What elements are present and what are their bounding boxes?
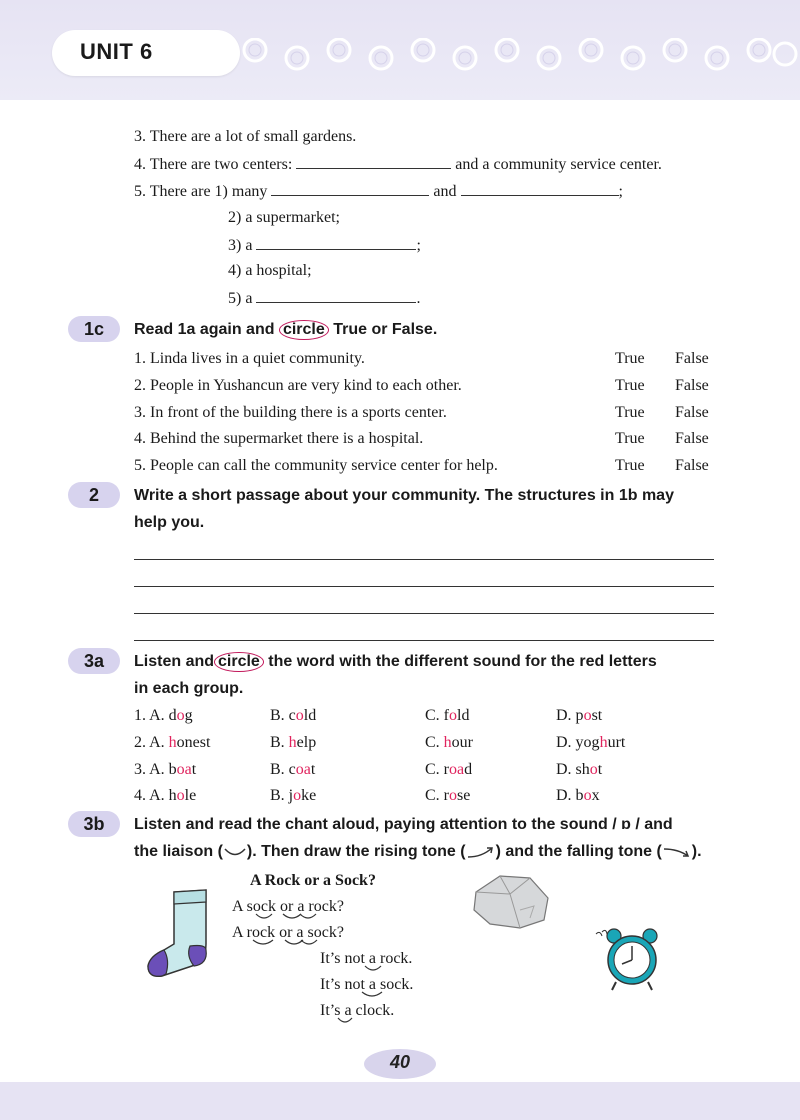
word-part: C. r [425,761,449,778]
word-part: B. j [270,787,294,804]
section-badge-1c: 1c [68,316,120,342]
red-letters: o [583,787,592,804]
word-part: B. c [270,707,296,724]
sub-item-3-label: 3) a [228,237,253,254]
sub-item-2: 2) a supermarket; [228,209,340,226]
word-part: B. c [270,761,296,778]
item-4-prefix: 4. There are two centers: [134,156,293,173]
word-part: our [451,734,473,751]
sub-item-3-end: ; [416,237,421,254]
word-part: D. p [556,707,584,724]
page-number: 40 [389,1052,411,1072]
red-letters: h [288,734,297,751]
item-3: 3. There are a lot of small gardens. [134,128,357,145]
word-part: d [464,761,473,778]
circle-word: circle [214,652,264,672]
false-option[interactable]: False [675,430,709,447]
word-part: 2. A. [134,734,169,751]
section-badge-2: 2 [68,482,120,508]
red-letters: h [599,734,608,751]
circle-word: circle [279,320,329,340]
word-part: le [184,787,197,804]
word-part: g [184,707,193,724]
instruction-3b-line1: Listen and read the chant aloud, paying attention to the sound / ɒ / and [134,816,673,833]
word-part: C. [425,734,444,751]
tf-statement: 3. In front of the building there is a sports center. [134,404,447,421]
red-letters: o [293,787,302,804]
item-5-sub1: 1) many [214,183,268,200]
false-option[interactable]: False [675,350,709,367]
unit-title: UNIT 6 [80,39,153,64]
red-letters: oa [295,761,311,778]
chant-title: A Rock or a Sock? [250,872,376,889]
word-part: t [191,761,197,778]
true-option[interactable]: True [615,350,645,367]
section-badge-3a: 3a [68,648,120,674]
instruction-1c-pre: Read 1a again and [134,321,275,338]
red-letters: o [449,787,457,804]
word-part: D. yog [556,734,600,751]
instruction-3b-part: ) and the falling tone ( [495,843,662,860]
chant-line: A rock or a sock? [232,924,344,941]
instruction-2-line1: Write a short passage about your community. The structures in 1b may [134,487,674,504]
instruction-3b-part: ). Then draw the rising tone ( [246,843,466,860]
instruction-3b-part: ). [691,843,702,860]
word-part: elp [296,734,317,751]
word-part: ld [303,707,317,724]
true-option[interactable]: True [615,430,645,447]
sub-item-4: 4) a hospital; [228,262,312,279]
tf-statement: 4. Behind the supermarket there is a hospital. [134,430,424,447]
chant-line: It’s not a rock. [320,950,413,967]
footer-band [0,1082,800,1120]
false-option[interactable]: False [675,457,709,474]
tf-statement: 1. Linda lives in a quiet community. [134,350,365,367]
sub-item-5-end: . [416,290,421,307]
word-part: 1. A. d [134,707,177,724]
word-part: se [457,787,471,804]
red-letters: o [176,707,185,724]
word-part: D. sh [556,761,590,778]
word-part: onest [176,734,211,751]
sock-image [144,886,224,980]
red-letters: h [168,734,177,751]
chant-line: A sock or a rock? [232,898,344,915]
red-letters: oa [449,761,465,778]
instruction-3a-post: the word with the different sound for the red letters [268,653,657,670]
instruction-1c-post: True or False. [333,321,438,338]
red-letters: o [583,707,592,724]
alarm-clock-image [592,924,666,994]
red-letters: oa [176,761,192,778]
true-option[interactable]: True [615,404,645,421]
red-letters: h [443,734,452,751]
false-option[interactable]: False [675,404,709,421]
word-part: ld [457,707,470,724]
word-part: C. f [425,707,449,724]
word-part: D. b [556,787,584,804]
instruction-3b-part: the liaison ( [134,843,223,860]
true-option[interactable]: True [615,457,645,474]
word-part: 3. A. b [134,761,177,778]
item-5-and: and [433,183,457,200]
item-5-prefix: 5. There are [134,183,211,200]
word-part: 4. A. h [134,787,177,804]
true-option[interactable]: True [615,377,645,394]
word-part: B. [270,734,289,751]
sub-item-5-label: 5) a [228,290,253,307]
red-letters: o [589,761,598,778]
word-part: t [597,761,603,778]
instruction-3a-pre: Listen and [134,653,215,670]
red-letters: o [176,787,185,804]
rock-image [470,870,554,932]
tf-statement: 2. People in Yushancun are very kind to each other. [134,377,462,394]
instruction-2-line2: help you. [134,514,205,531]
word-part: t [310,761,316,778]
word-part: urt [607,734,626,751]
tf-statement: 5. People can call the community service center for help. [134,457,498,474]
chant-line: It’s not a sock. [320,976,414,993]
item-5-semicolon: ; [618,183,623,200]
false-option[interactable]: False [675,377,709,394]
red-letters: o [295,707,304,724]
instruction-3a-line2: in each group. [134,680,244,697]
section-badge-3b: 3b [68,811,120,837]
word-part: st [591,707,603,724]
word-part: x [591,787,600,804]
word-part: C. r [425,787,449,804]
red-letters: o [449,707,457,724]
word-part: ke [301,787,317,804]
item-4-suffix: and a community service center. [455,156,662,173]
chant-line: It’s a clock. [320,1002,395,1019]
